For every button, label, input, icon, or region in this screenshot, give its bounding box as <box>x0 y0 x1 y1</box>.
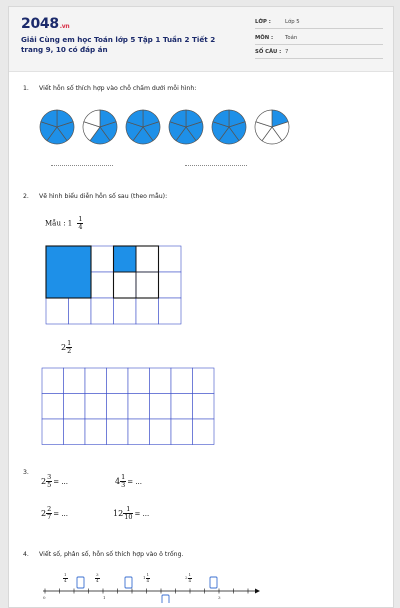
mixed-whole: 2 <box>185 575 188 580</box>
drawing-grid-cell <box>128 368 150 394</box>
drawing-grid[interactable] <box>41 367 215 447</box>
sample-whole-unit <box>46 246 91 298</box>
meta-key: SỐ CÂU : <box>255 49 282 55</box>
answer-box-1 <box>77 577 84 588</box>
fraction-denominator: 4 <box>64 577 67 583</box>
sample-grid-cell <box>159 298 182 324</box>
fraction-denominator: 4 <box>146 577 150 583</box>
nl-bottom-label-3: 3 <box>218 595 221 600</box>
sample-label: Mẫu : 1 <box>45 219 73 228</box>
drawing-grid-cell <box>171 394 193 420</box>
answer-blank[interactable]: = ... <box>127 477 142 486</box>
fraction-denominator: 5 <box>47 481 52 489</box>
drawing-grid-cell <box>128 394 150 420</box>
mixed-whole: 12 <box>113 509 124 518</box>
fraction-denominator: 2 <box>67 347 72 355</box>
meta-row-subject <box>255 31 383 45</box>
mixed-whole: 4 <box>115 477 121 486</box>
drawing-grid-cell <box>42 368 64 394</box>
fraction-denominator: 4 <box>96 577 99 583</box>
sample-grid-cell <box>91 272 114 298</box>
sample-fraction <box>77 216 83 231</box>
mixed-whole: 2 <box>61 343 67 352</box>
mixed-whole: 1 <box>143 575 146 580</box>
answer-blank[interactable]: = ... <box>53 477 68 486</box>
fraction-numerator: 3 <box>96 572 99 577</box>
fraction-numerator: 1 <box>123 506 133 514</box>
worksheet-header <box>9 7 393 72</box>
drawing-grid-cell <box>64 368 86 394</box>
logo-text: 2048 <box>21 16 59 32</box>
answer-box-2 <box>125 577 132 588</box>
answer-blank-1[interactable] <box>51 165 113 166</box>
question-1-text: Viết hỗn số thích hợp vào chỗ chấm dưới mỗi hình: <box>39 85 197 92</box>
fraction-denominator: 7 <box>47 513 52 521</box>
drawing-grid-cell <box>193 368 215 394</box>
drawing-grid-cell <box>85 419 107 445</box>
question-2-text: Vẽ hình biểu diễn hỗn số sau (theo mẫu): <box>39 193 168 200</box>
meta-value: Toán <box>285 35 298 41</box>
meta-key: LỚP : <box>255 19 271 25</box>
pie-figure-6 <box>255 110 289 144</box>
question-2-number: 2. <box>23 193 29 200</box>
drawing-grid-cell <box>64 394 86 420</box>
meta-key: MÔN : <box>255 35 274 41</box>
pie-figure-2 <box>83 110 117 144</box>
meta-row-count <box>255 45 383 59</box>
q3-item-1 <box>41 471 68 490</box>
question-4-number: 4. <box>23 551 29 558</box>
logo-suffix: .vn <box>59 23 70 30</box>
number-line-arrow <box>255 589 260 594</box>
drawing-grid-cell <box>150 368 172 394</box>
drawing-grid-cell <box>171 368 193 394</box>
question-3-number: 3. <box>23 469 29 476</box>
answer-blank[interactable]: = ... <box>134 509 150 518</box>
fraction-numerator: 1 <box>188 572 192 577</box>
fraction-numerator: 1 <box>121 473 126 481</box>
site-logo[interactable] <box>21 16 69 32</box>
sample-grid-cell <box>114 298 137 324</box>
meta-value: 7 <box>285 49 289 55</box>
sample-mixed-number <box>45 213 83 232</box>
sample-grid-cell <box>136 298 159 324</box>
fraction-numerator: 1 <box>67 339 72 347</box>
drawing-grid-cell <box>150 394 172 420</box>
drawing-grid-cell <box>150 419 172 445</box>
pie-figures <box>39 107 299 147</box>
meta-row-class <box>255 15 383 29</box>
fraction-denominator: 4 <box>78 223 83 231</box>
sample-grid-cell <box>159 246 182 272</box>
nl-bottom-label-1: 1 <box>103 595 106 600</box>
question-1-number: 1. <box>23 85 29 92</box>
fraction-numerator: 2 <box>47 505 52 513</box>
sample-grid-cell <box>91 298 114 324</box>
fraction-denominator: 3 <box>121 481 126 489</box>
pie-figure-5 <box>212 110 246 144</box>
sample-grid-cell <box>136 246 159 272</box>
drawing-grid-cell <box>193 419 215 445</box>
question-4-text: Viết số, phân số, hỗn số thích hợp vào ô trống. <box>39 551 184 558</box>
drawing-grid-cell <box>85 368 107 394</box>
answer-blank-2[interactable] <box>185 165 247 166</box>
q3-item-2 <box>115 471 142 490</box>
drawing-grid-cell <box>42 419 64 445</box>
pie-figure-3 <box>126 110 160 144</box>
pie-figure-1 <box>40 110 74 144</box>
fraction-numerator: 3 <box>47 473 52 481</box>
nl-bottom-label-0: 0 <box>43 595 46 600</box>
sample-grid-cell <box>91 246 114 272</box>
sample-grid-cell <box>136 272 159 298</box>
drawing-grid-cell <box>107 368 129 394</box>
document-title: Giải Cùng em học Toán lớp 5 Tập 1 Tuần 2 Tiết 2 trang 9, 10 có đáp án <box>21 35 216 54</box>
fraction-numerator: 1 <box>146 572 150 577</box>
meta-value: Lớp 5 <box>285 19 300 25</box>
sample-grid-cell <box>69 298 92 324</box>
drawing-grid-cell <box>42 394 64 420</box>
q3-item-3 <box>41 503 68 522</box>
sample-grid-cell <box>114 272 137 298</box>
drawing-grid-cell <box>64 419 86 445</box>
drawing-grid-cell <box>107 419 129 445</box>
drawing-grid-cell <box>193 394 215 420</box>
fraction-numerator: 1 <box>78 215 83 223</box>
worksheet <box>8 6 394 608</box>
sample-grid-cell <box>46 298 69 324</box>
answer-box-3 <box>162 595 169 603</box>
drawing-grid-cell <box>171 419 193 445</box>
answer-blank[interactable]: = ... <box>53 509 68 518</box>
number-line <box>39 567 261 603</box>
drawing-grid-cell <box>107 394 129 420</box>
pie-figure-4 <box>169 110 203 144</box>
answer-box-4 <box>210 577 217 588</box>
fraction-denominator: 4 <box>188 577 192 583</box>
q3-item-4 <box>113 503 149 522</box>
sample-grid <box>45 245 185 325</box>
drawing-grid-cell <box>128 419 150 445</box>
drawing-grid-cell <box>85 394 107 420</box>
sample-quarter-unit <box>114 246 137 272</box>
fraction-denominator: 10 <box>124 513 133 521</box>
mixed-whole: 2 <box>41 477 47 486</box>
fraction-numerator: 1 <box>64 572 67 577</box>
sample-grid-cell <box>159 272 182 298</box>
task-mixed-number <box>61 337 72 356</box>
mixed-whole: 2 <box>41 509 47 518</box>
